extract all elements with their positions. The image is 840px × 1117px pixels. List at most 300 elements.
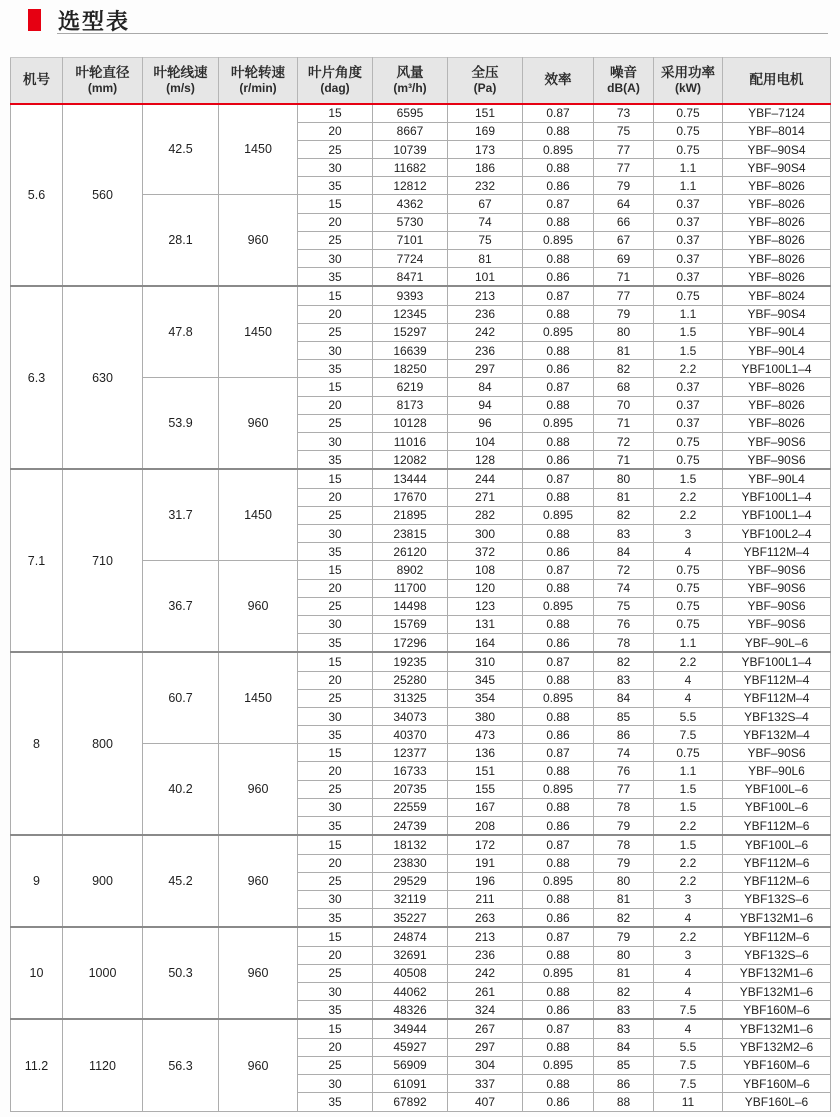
cell-noise: 85: [594, 1056, 654, 1074]
cell-airflow: 40508: [373, 964, 448, 982]
cell-impeller-rpm: 960: [219, 1019, 298, 1111]
cell-power: 11: [654, 1093, 723, 1112]
cell-blade-angle: 30: [298, 159, 373, 177]
cell-efficiency: 0.88: [523, 305, 594, 323]
cell-airflow: 48326: [373, 1001, 448, 1020]
cell-noise: 78: [594, 798, 654, 816]
cell-blade-angle: 25: [298, 597, 373, 615]
cell-motor: YBF132M1–6: [723, 909, 831, 928]
cell-impeller-linear-speed: 36.7: [143, 561, 219, 652]
cell-power: 0.75: [654, 140, 723, 158]
cell-blade-angle: 20: [298, 488, 373, 506]
cell-blade-angle: 25: [298, 964, 373, 982]
col-header-unit: (dag): [320, 81, 350, 96]
cell-model: 9: [11, 835, 63, 927]
cell-airflow: 25280: [373, 671, 448, 689]
cell-noise: 80: [594, 323, 654, 341]
cell-airflow: 40370: [373, 726, 448, 744]
cell-total-pressure: 164: [448, 634, 523, 653]
cell-blade-angle: 30: [298, 1075, 373, 1093]
cell-motor: YBF112M–4: [723, 543, 831, 561]
cell-efficiency: 0.86: [523, 543, 594, 561]
cell-total-pressure: 242: [448, 964, 523, 982]
cell-total-pressure: 67: [448, 195, 523, 213]
cell-noise: 68: [594, 378, 654, 396]
cell-efficiency: 0.895: [523, 872, 594, 890]
cell-total-pressure: 236: [448, 946, 523, 964]
cell-noise: 79: [594, 816, 654, 835]
cell-total-pressure: 136: [448, 744, 523, 762]
cell-airflow: 13444: [373, 469, 448, 488]
cell-blade-angle: 35: [298, 177, 373, 195]
selection-table: [10, 57, 831, 1112]
cell-airflow: 14498: [373, 597, 448, 615]
cell-airflow: 16639: [373, 342, 448, 360]
cell-noise: 72: [594, 432, 654, 450]
cell-blade-angle: 15: [298, 835, 373, 854]
cell-power: 2.2: [654, 927, 723, 946]
cell-impeller-rpm: 960: [219, 835, 298, 927]
cell-noise: 76: [594, 762, 654, 780]
cell-total-pressure: 213: [448, 286, 523, 305]
cell-airflow: 45927: [373, 1038, 448, 1056]
cell-total-pressure: 96: [448, 414, 523, 432]
cell-noise: 84: [594, 689, 654, 707]
cell-efficiency: 0.895: [523, 140, 594, 158]
cell-motor: YBF–90S6: [723, 597, 831, 615]
page-title: 选型表: [58, 8, 131, 34]
cell-noise: 66: [594, 213, 654, 231]
cell-total-pressure: 196: [448, 872, 523, 890]
cell-noise: 85: [594, 707, 654, 725]
cell-motor: YBF160L–6: [723, 1093, 831, 1112]
cell-noise: 72: [594, 561, 654, 579]
cell-efficiency: 0.87: [523, 104, 594, 123]
cell-motor: YBF132S–6: [723, 890, 831, 908]
col-header-airflow: [373, 58, 448, 104]
cell-blade-angle: 35: [298, 816, 373, 835]
cell-noise: 79: [594, 854, 654, 872]
cell-airflow: 18132: [373, 835, 448, 854]
cell-airflow: 6595: [373, 104, 448, 123]
cell-total-pressure: 108: [448, 561, 523, 579]
cell-blade-angle: 25: [298, 689, 373, 707]
cell-airflow: 11016: [373, 432, 448, 450]
cell-efficiency: 0.86: [523, 726, 594, 744]
cell-power: 0.75: [654, 286, 723, 305]
cell-power: 0.37: [654, 231, 723, 249]
cell-airflow: 7724: [373, 249, 448, 267]
cell-noise: 82: [594, 909, 654, 928]
cell-noise: 83: [594, 671, 654, 689]
cell-noise: 75: [594, 122, 654, 140]
cell-airflow: 20735: [373, 780, 448, 798]
cell-motor: YBF132M1–6: [723, 982, 831, 1000]
cell-total-pressure: 186: [448, 159, 523, 177]
col-header-impeller-diameter: [63, 58, 143, 104]
cell-total-pressure: 120: [448, 579, 523, 597]
cell-efficiency: 0.88: [523, 615, 594, 633]
cell-efficiency: 0.86: [523, 909, 594, 928]
col-header-power: [654, 58, 723, 104]
col-header-model: [11, 58, 63, 104]
cell-total-pressure: 242: [448, 323, 523, 341]
cell-efficiency: 0.87: [523, 561, 594, 579]
cell-impeller-linear-speed: 50.3: [143, 927, 219, 1019]
cell-airflow: 21895: [373, 506, 448, 524]
cell-airflow: 8471: [373, 268, 448, 287]
cell-power: 7.5: [654, 1001, 723, 1020]
col-header-title: 叶轮转速: [231, 64, 285, 80]
title-divider: [57, 33, 828, 34]
cell-noise: 82: [594, 982, 654, 1000]
cell-motor: YBF–90S6: [723, 432, 831, 450]
cell-model: 5.6: [11, 104, 63, 287]
cell-airflow: 31325: [373, 689, 448, 707]
cell-power: 0.75: [654, 432, 723, 450]
cell-impeller-linear-speed: 45.2: [143, 835, 219, 927]
cell-efficiency: 0.895: [523, 964, 594, 982]
cell-airflow: 32119: [373, 890, 448, 908]
cell-noise: 71: [594, 414, 654, 432]
cell-total-pressure: 101: [448, 268, 523, 287]
cell-impeller-linear-speed: 31.7: [143, 469, 219, 560]
cell-motor: YBF–8026: [723, 195, 831, 213]
cell-airflow: 22559: [373, 798, 448, 816]
cell-power: 7.5: [654, 1056, 723, 1074]
cell-impeller-rpm: 960: [219, 378, 298, 469]
table-row: [11, 286, 831, 305]
cell-airflow: 10739: [373, 140, 448, 158]
cell-power: 1.1: [654, 762, 723, 780]
cell-power: 0.75: [654, 561, 723, 579]
col-header-title: 叶轮线速: [153, 64, 208, 80]
cell-total-pressure: 345: [448, 671, 523, 689]
cell-total-pressure: 282: [448, 506, 523, 524]
cell-power: 1.5: [654, 798, 723, 816]
cell-noise: 78: [594, 835, 654, 854]
cell-blade-angle: 20: [298, 671, 373, 689]
cell-efficiency: 0.88: [523, 342, 594, 360]
col-header-impeller-rpm: [219, 58, 298, 104]
cell-noise: 69: [594, 249, 654, 267]
cell-efficiency: 0.895: [523, 323, 594, 341]
cell-motor: YBF–90L4: [723, 342, 831, 360]
cell-efficiency: 0.88: [523, 671, 594, 689]
cell-impeller-diameter: 800: [63, 652, 143, 835]
cell-noise: 78: [594, 634, 654, 653]
cell-power: 1.5: [654, 780, 723, 798]
cell-airflow: 12812: [373, 177, 448, 195]
cell-noise: 88: [594, 1093, 654, 1112]
cell-blade-angle: 20: [298, 396, 373, 414]
cell-blade-angle: 25: [298, 323, 373, 341]
cell-power: 4: [654, 1019, 723, 1038]
cell-airflow: 17670: [373, 488, 448, 506]
cell-total-pressure: 74: [448, 213, 523, 231]
cell-impeller-linear-speed: 28.1: [143, 195, 219, 286]
cell-impeller-linear-speed: 47.8: [143, 286, 219, 377]
cell-efficiency: 0.87: [523, 927, 594, 946]
cell-power: 0.37: [654, 414, 723, 432]
cell-power: 1.1: [654, 305, 723, 323]
cell-power: 4: [654, 689, 723, 707]
cell-blade-angle: 15: [298, 561, 373, 579]
cell-blade-angle: 35: [298, 360, 373, 378]
cell-efficiency: 0.88: [523, 432, 594, 450]
cell-efficiency: 0.88: [523, 890, 594, 908]
cell-noise: 84: [594, 1038, 654, 1056]
cell-noise: 77: [594, 159, 654, 177]
cell-motor: YBF100L1–4: [723, 360, 831, 378]
cell-noise: 81: [594, 890, 654, 908]
cell-blade-angle: 15: [298, 378, 373, 396]
table-row: [11, 469, 831, 488]
cell-airflow: 4362: [373, 195, 448, 213]
cell-motor: YBF–8026: [723, 378, 831, 396]
cell-impeller-diameter: 630: [63, 286, 143, 469]
cell-noise: 70: [594, 396, 654, 414]
cell-noise: 79: [594, 177, 654, 195]
cell-model: 10: [11, 927, 63, 1019]
cell-motor: YBF–90S6: [723, 615, 831, 633]
cell-total-pressure: 324: [448, 1001, 523, 1020]
cell-airflow: 12377: [373, 744, 448, 762]
table-header: [11, 58, 831, 104]
cell-blade-angle: 35: [298, 909, 373, 928]
cell-total-pressure: 304: [448, 1056, 523, 1074]
cell-airflow: 7101: [373, 231, 448, 249]
cell-motor: YBF112M–6: [723, 854, 831, 872]
cell-noise: 67: [594, 231, 654, 249]
col-header-title: 全压: [471, 64, 499, 80]
cell-blade-angle: 20: [298, 305, 373, 323]
cell-impeller-linear-speed: 40.2: [143, 744, 219, 835]
cell-airflow: 19235: [373, 652, 448, 671]
cell-noise: 71: [594, 451, 654, 470]
cell-airflow: 17296: [373, 634, 448, 653]
cell-motor: YBF132S–6: [723, 946, 831, 964]
cell-power: 0.37: [654, 396, 723, 414]
col-header-title: 机号: [23, 72, 50, 88]
cell-noise: 81: [594, 964, 654, 982]
cell-airflow: 15297: [373, 323, 448, 341]
col-header-blade-angle: [298, 58, 373, 104]
cell-blade-angle: 35: [298, 1093, 373, 1112]
cell-noise: 77: [594, 286, 654, 305]
cell-total-pressure: 128: [448, 451, 523, 470]
cell-power: 3: [654, 525, 723, 543]
cell-power: 1.1: [654, 634, 723, 653]
cell-efficiency: 0.86: [523, 177, 594, 195]
cell-total-pressure: 167: [448, 798, 523, 816]
col-header-title: 噪音: [610, 64, 637, 80]
cell-noise: 82: [594, 360, 654, 378]
cell-efficiency: 0.87: [523, 286, 594, 305]
cell-motor: YBF–90S6: [723, 561, 831, 579]
cell-power: 5.5: [654, 707, 723, 725]
cell-power: 3: [654, 946, 723, 964]
cell-airflow: 29529: [373, 872, 448, 890]
cell-motor: YBF–90L4: [723, 323, 831, 341]
cell-motor: YBF160M–6: [723, 1001, 831, 1020]
cell-power: 4: [654, 671, 723, 689]
cell-power: 4: [654, 964, 723, 982]
cell-power: 4: [654, 982, 723, 1000]
cell-model: 6.3: [11, 286, 63, 469]
cell-efficiency: 0.86: [523, 634, 594, 653]
col-header-title: 叶轮直径: [75, 64, 130, 80]
cell-airflow: 15769: [373, 615, 448, 633]
cell-efficiency: 0.88: [523, 396, 594, 414]
cell-blade-angle: 25: [298, 506, 373, 524]
cell-motor: YBF–8024: [723, 286, 831, 305]
cell-power: 0.75: [654, 597, 723, 615]
cell-motor: YBF–8026: [723, 231, 831, 249]
cell-power: 1.5: [654, 469, 723, 488]
cell-airflow: 6219: [373, 378, 448, 396]
cell-impeller-diameter: 1000: [63, 927, 143, 1019]
cell-airflow: 12345: [373, 305, 448, 323]
cell-motor: YBF100L–6: [723, 835, 831, 854]
cell-airflow: 23815: [373, 525, 448, 543]
cell-efficiency: 0.88: [523, 982, 594, 1000]
cell-blade-angle: 20: [298, 946, 373, 964]
cell-power: 2.2: [654, 872, 723, 890]
cell-airflow: 34944: [373, 1019, 448, 1038]
cell-power: 2.2: [654, 360, 723, 378]
cell-efficiency: 0.895: [523, 1056, 594, 1074]
cell-total-pressure: 155: [448, 780, 523, 798]
cell-blade-angle: 25: [298, 414, 373, 432]
cell-blade-angle: 15: [298, 195, 373, 213]
cell-motor: YBF132M2–6: [723, 1038, 831, 1056]
cell-blade-angle: 35: [298, 726, 373, 744]
cell-noise: 73: [594, 104, 654, 123]
cell-impeller-rpm: 960: [219, 744, 298, 835]
cell-total-pressure: 236: [448, 305, 523, 323]
cell-efficiency: 0.87: [523, 378, 594, 396]
cell-blade-angle: 15: [298, 104, 373, 123]
cell-efficiency: 0.88: [523, 707, 594, 725]
cell-noise: 86: [594, 726, 654, 744]
cell-power: 0.75: [654, 104, 723, 123]
cell-noise: 64: [594, 195, 654, 213]
cell-power: 1.5: [654, 835, 723, 854]
cell-airflow: 67892: [373, 1093, 448, 1112]
cell-power: 7.5: [654, 726, 723, 744]
cell-noise: 71: [594, 268, 654, 287]
cell-airflow: 61091: [373, 1075, 448, 1093]
cell-noise: 86: [594, 1075, 654, 1093]
cell-blade-angle: 35: [298, 543, 373, 561]
cell-noise: 82: [594, 506, 654, 524]
cell-airflow: 24874: [373, 927, 448, 946]
cell-power: 2.2: [654, 652, 723, 671]
cell-efficiency: 0.86: [523, 1001, 594, 1020]
table-row: [11, 1019, 831, 1038]
cell-motor: YBF–8026: [723, 213, 831, 231]
cell-airflow: 56909: [373, 1056, 448, 1074]
cell-impeller-rpm: 1450: [219, 286, 298, 377]
cell-airflow: 11700: [373, 579, 448, 597]
cell-impeller-diameter: 710: [63, 469, 143, 652]
cell-efficiency: 0.88: [523, 798, 594, 816]
cell-blade-angle: 15: [298, 469, 373, 488]
cell-efficiency: 0.87: [523, 469, 594, 488]
table-row: [11, 835, 831, 854]
cell-efficiency: 0.895: [523, 231, 594, 249]
col-header-title: 效率: [544, 72, 572, 88]
cell-noise: 84: [594, 543, 654, 561]
cell-blade-angle: 35: [298, 268, 373, 287]
cell-blade-angle: 30: [298, 707, 373, 725]
cell-noise: 79: [594, 305, 654, 323]
cell-blade-angle: 25: [298, 1056, 373, 1074]
cell-blade-angle: 30: [298, 525, 373, 543]
cell-motor: YBF–90S4: [723, 159, 831, 177]
cell-power: 7.5: [654, 1075, 723, 1093]
cell-motor: YBF–90S6: [723, 579, 831, 597]
col-header-unit: dB(A): [607, 81, 640, 96]
cell-noise: 77: [594, 780, 654, 798]
cell-efficiency: 0.88: [523, 579, 594, 597]
cell-efficiency: 0.88: [523, 762, 594, 780]
cell-impeller-linear-speed: 60.7: [143, 652, 219, 743]
cell-noise: 81: [594, 488, 654, 506]
cell-total-pressure: 310: [448, 652, 523, 671]
col-header-title: 风量: [396, 64, 424, 80]
cell-total-pressure: 131: [448, 615, 523, 633]
cell-efficiency: 0.88: [523, 525, 594, 543]
cell-blade-angle: 30: [298, 890, 373, 908]
cell-total-pressure: 244: [448, 469, 523, 488]
cell-power: 2.2: [654, 854, 723, 872]
cell-noise: 83: [594, 1001, 654, 1020]
cell-motor: YBF–7124: [723, 104, 831, 123]
cell-airflow: 16733: [373, 762, 448, 780]
col-header-efficiency: [523, 58, 594, 104]
cell-noise: 76: [594, 615, 654, 633]
cell-total-pressure: 151: [448, 104, 523, 123]
cell-motor: YBF100L–6: [723, 798, 831, 816]
cell-airflow: 23830: [373, 854, 448, 872]
cell-impeller-rpm: 960: [219, 561, 298, 652]
cell-power: 3: [654, 890, 723, 908]
cell-total-pressure: 372: [448, 543, 523, 561]
cell-efficiency: 0.895: [523, 780, 594, 798]
cell-power: 0.37: [654, 378, 723, 396]
cell-motor: YBF–8026: [723, 249, 831, 267]
cell-total-pressure: 300: [448, 525, 523, 543]
cell-airflow: 8902: [373, 561, 448, 579]
cell-power: 1.1: [654, 159, 723, 177]
cell-efficiency: 0.86: [523, 816, 594, 835]
cell-motor: YBF100L1–4: [723, 488, 831, 506]
cell-motor: YBF–90L–6: [723, 634, 831, 653]
cell-efficiency: 0.88: [523, 946, 594, 964]
cell-efficiency: 0.87: [523, 652, 594, 671]
cell-motor: YBF160M–6: [723, 1075, 831, 1093]
cell-noise: 75: [594, 597, 654, 615]
table-header-row: [11, 58, 831, 104]
cell-power: 0.37: [654, 268, 723, 287]
col-header-title: 采用功率: [661, 64, 715, 80]
cell-blade-angle: 30: [298, 982, 373, 1000]
cell-motor: YBF132M–4: [723, 726, 831, 744]
cell-power: 1.5: [654, 323, 723, 341]
col-header-motor: [723, 58, 831, 104]
